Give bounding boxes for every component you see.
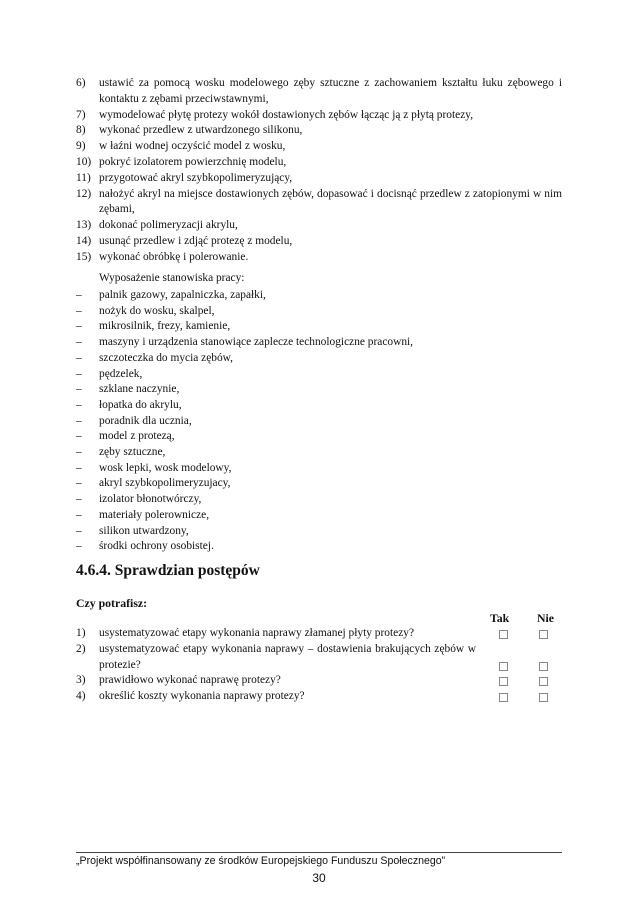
list-item: 13) dokonać polimeryzacji akrylu,: [76, 219, 238, 232]
yes-checkbox[interactable]: [499, 693, 508, 702]
no-checkbox[interactable]: [539, 677, 548, 686]
list-item: 12) nałożyć akryl na miejsce dostawionych zębów, dopasować i docisnąć przedlew z zatopionymi w nim zębami,: [76, 187, 562, 216]
equipment-list: [76, 288, 562, 555]
question-row: 2) usystematyzować etapy wykonania naprawy – dostawienia brakujących zębów w protezie?: [76, 642, 562, 674]
list-item: – mikrosilnik, frezy, kamienie,: [76, 320, 231, 333]
column-header-yes: Tak: [490, 611, 510, 625]
self-check-questions: [76, 626, 562, 705]
list-item: 15) wykonać obróbkę i polerowanie.: [76, 250, 249, 263]
list-item: – akryl szybkopolimeryzujacy,: [76, 477, 231, 490]
list-item: – materiały polerownicze,: [76, 508, 210, 521]
list-item: 6) ustawić za pomocą wosku modelowego zęby sztuczne z zachowaniem kształtu łuku zębowego i kontaktu z zębami przeciwstawnymi,: [76, 77, 562, 105]
list-item: 9) w łaźni wodnej oczyścić model z wosku,: [76, 140, 286, 153]
question-row: 1) usystematyzować etapy wykonania naprawy złamanej płyty protezy?: [76, 626, 562, 642]
no-checkbox[interactable]: [539, 662, 548, 671]
list-item: 11) przygotować akryl szybkopolimeryzujący,: [76, 171, 293, 184]
question-row: 4) określić koszty wykonania naprawy protezy?: [76, 689, 562, 705]
list-item: 14) usunąć przedlew i zdjąć protezę z modelu,: [76, 234, 293, 247]
list-item: – łopatka do akrylu,: [76, 398, 182, 411]
no-checkbox[interactable]: [539, 693, 548, 702]
question-row: 3) prawidłowo wykonać naprawę protezy?: [76, 673, 562, 689]
footer-text: „Projekt współfinansowany ze środków Europejskiego Funduszu Społecznego”: [76, 855, 446, 867]
procedure-steps-list: [76, 76, 562, 266]
list-item: – wosk lepki, wosk modelowy,: [76, 461, 232, 474]
column-header-no: Nie: [537, 611, 555, 625]
list-item: – model z protezą,: [76, 430, 175, 443]
list-item: 8) wykonać przedlew z utwardzonego silikonu,: [76, 124, 303, 137]
list-item: 10) pokryć izolatorem powierzchnię modelu,: [76, 155, 287, 168]
list-item: – palnik gazowy, zapalniczka, zapałki,: [76, 289, 266, 301]
list-item: – nożyk do wosku, skalpel,: [76, 304, 215, 317]
page-number: 30: [312, 871, 326, 885]
list-item: – środki ochrony osobistej.: [76, 540, 214, 553]
yes-checkbox[interactable]: [499, 677, 508, 686]
list-item: – maszyny i urządzenia stanowiące zaplecze technologiczne pracowni,: [76, 336, 414, 349]
list-item: – pędzelek,: [76, 367, 143, 380]
section-title: 4.6.4. Sprawdzian postępów: [76, 562, 260, 579]
no-checkbox[interactable]: [539, 630, 548, 639]
footer-divider: [76, 852, 562, 853]
yes-checkbox[interactable]: [499, 662, 508, 671]
equipment-heading: Wyposażenie stanowiska pracy:: [99, 272, 245, 284]
list-item: 7) wymodelować płytę protezy wokół dostawionych zębów łącząc ją z płytą protezy,: [76, 108, 474, 121]
questions-header: Czy potrafisz:: [76, 596, 148, 610]
list-item: – zęby sztuczne,: [76, 446, 166, 459]
list-item: – szklane naczynie,: [76, 383, 180, 396]
list-item: – poradnik dla ucznia,: [76, 414, 192, 427]
list-item: – szczoteczka do mycia zębów,: [76, 351, 233, 364]
yes-checkbox[interactable]: [499, 630, 508, 639]
list-item: – silikon utwardzony,: [76, 524, 189, 537]
list-item: – izolator błonotwórczy,: [76, 493, 202, 506]
